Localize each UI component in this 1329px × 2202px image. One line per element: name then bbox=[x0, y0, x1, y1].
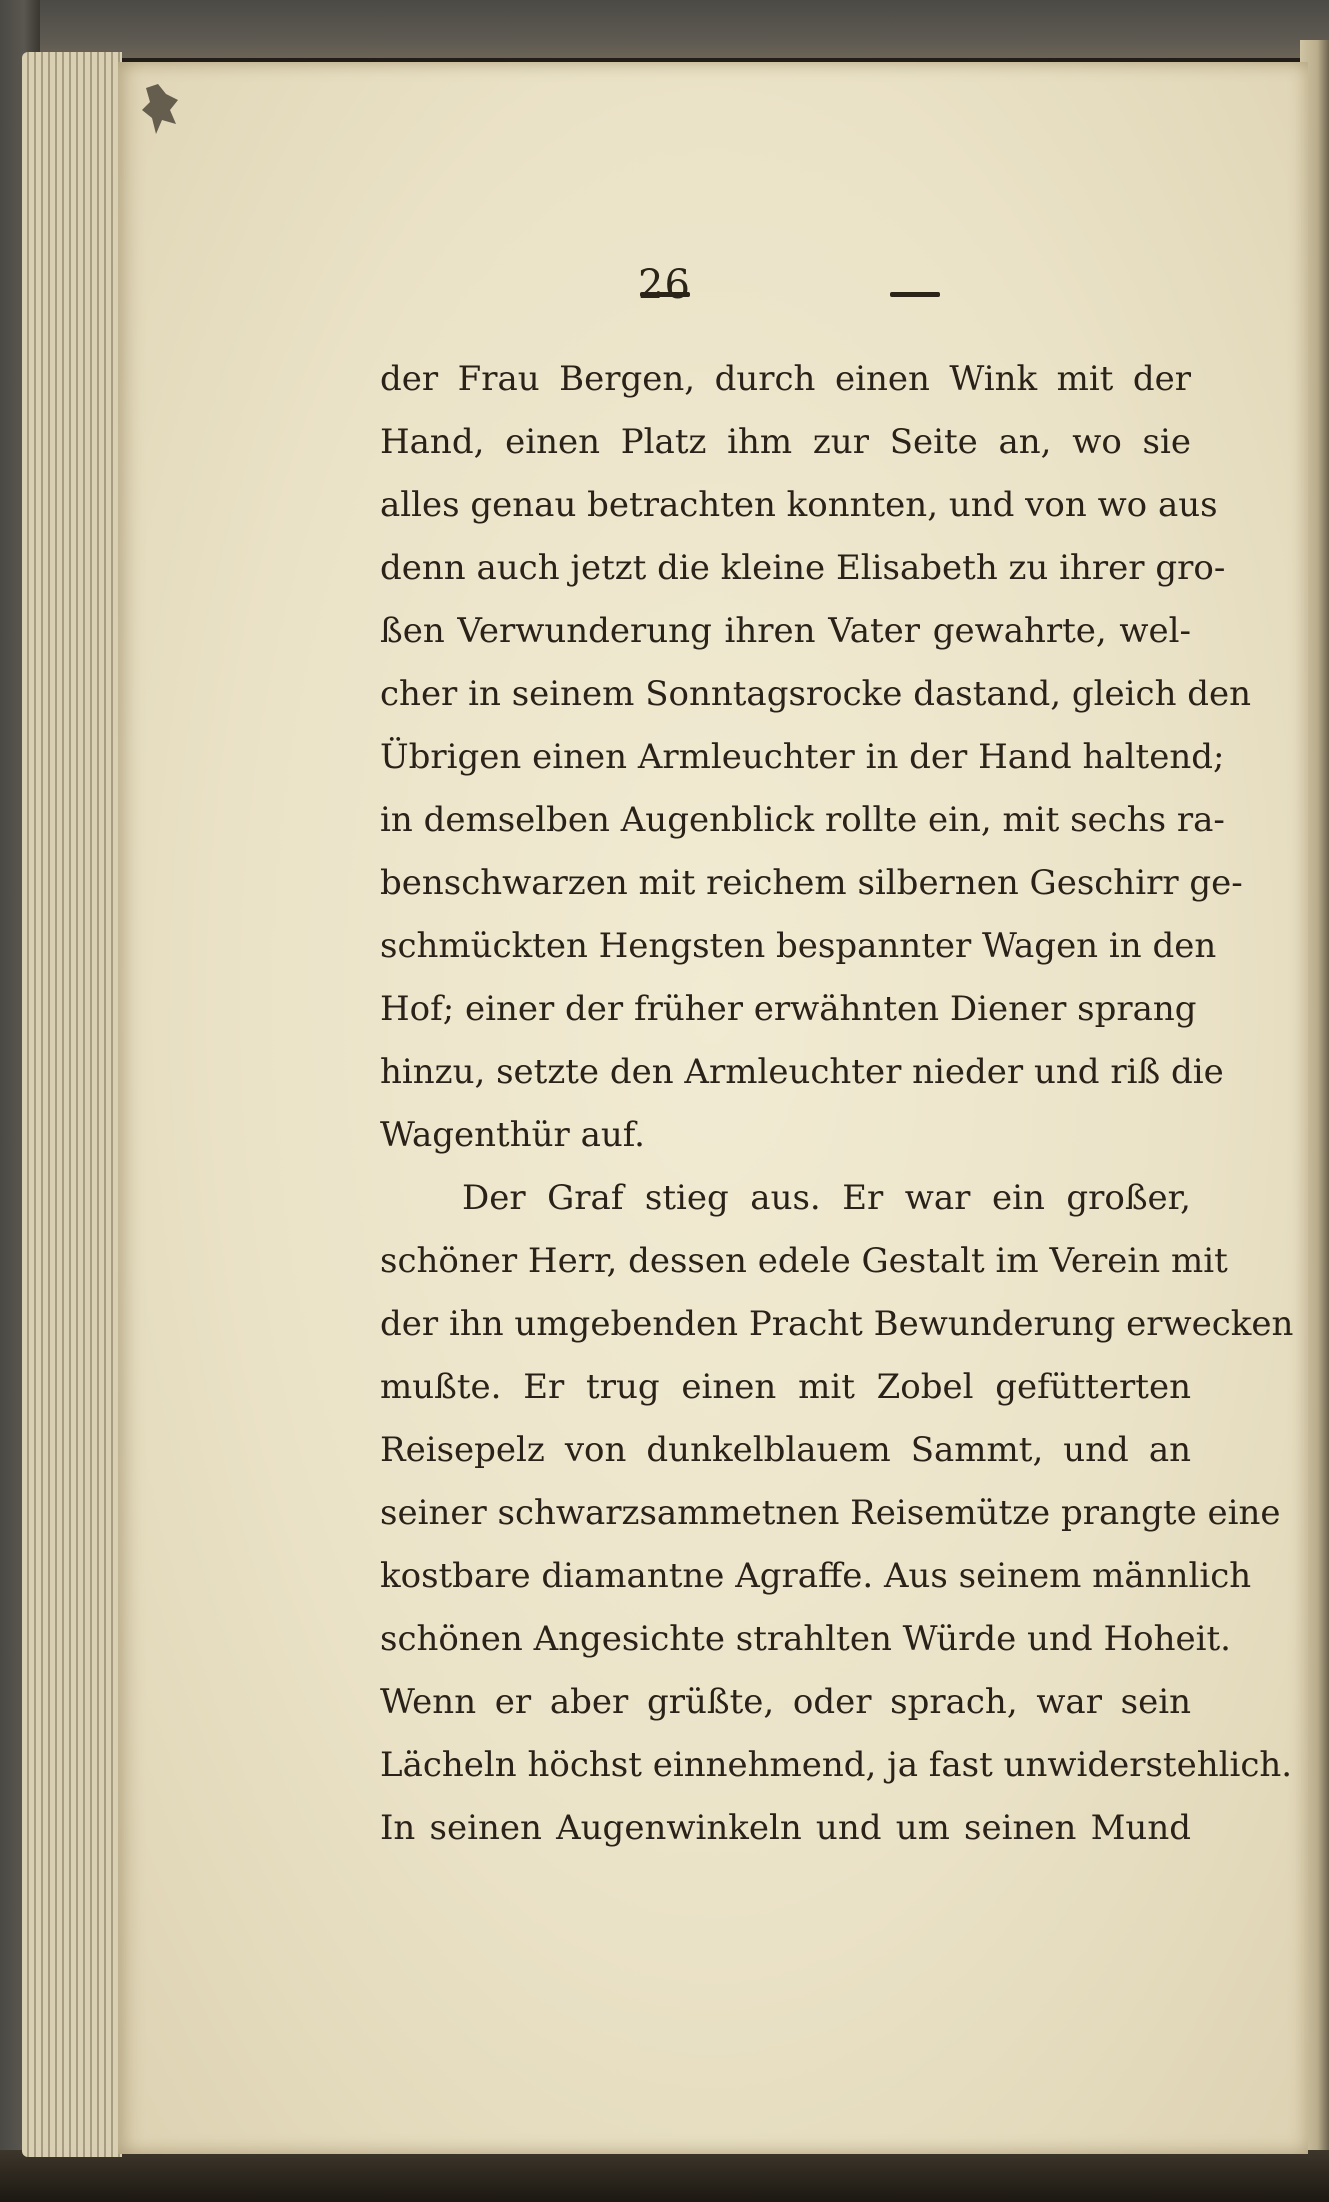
book-cover-bottom bbox=[0, 2150, 1329, 2202]
text-line: denn auch jetzt die kleine Elisabeth zu ihrer gro- bbox=[380, 548, 1226, 588]
text-line: In seinen Augenwinkeln und um seinen Mund bbox=[380, 1808, 1191, 1848]
page-edges bbox=[22, 52, 122, 2157]
body-text bbox=[380, 348, 1294, 1860]
ink-smudge bbox=[140, 80, 184, 140]
text-line: ßen Verwunderung ihren Vater gewahrte, wel- bbox=[380, 611, 1191, 651]
text-line: kostbare diamantne Agraffe. Aus seinem männlich bbox=[380, 1556, 1252, 1596]
text-line: Wenn er aber grüßte, oder sprach, war sein bbox=[380, 1682, 1191, 1722]
text-line: Hof; einer der früher erwähnten Diener sprang bbox=[380, 989, 1197, 1029]
text-line: schöner Herr, dessen edele Gestalt im Verein mit bbox=[380, 1241, 1228, 1281]
text-line: cher in seinem Sonntagsrocke dastand, gleich den bbox=[380, 674, 1252, 714]
text-line: der Frau Bergen, durch einen Wink mit der bbox=[380, 359, 1191, 399]
text-line: der ihn umgebenden Pracht Bewunderung erwecken bbox=[380, 1304, 1294, 1344]
text-line: seiner schwarzsammetnen Reisemütze prangte eine bbox=[380, 1493, 1281, 1533]
text-line: Der Graf stieg aus. Er war ein großer, bbox=[462, 1178, 1191, 1218]
page-number: 26 bbox=[638, 262, 691, 308]
text-line: in demselben Augenblick rollte ein, mit sechs ra- bbox=[380, 800, 1225, 840]
text-line: benschwarzen mit reichem silbernen Geschirr ge- bbox=[380, 863, 1243, 903]
text-line: Reisepelz von dunkelblauem Sammt, und an bbox=[380, 1430, 1191, 1470]
text-line: Lächeln höchst einnehmend, ja fast unwiderstehlich. bbox=[380, 1745, 1293, 1785]
text-line: Wagenthür auf. bbox=[380, 1115, 645, 1155]
text-line: schmückten Hengsten bespannter Wagen in den bbox=[380, 926, 1217, 966]
text-line: schönen Angesichte strahlten Würde und Hoheit. bbox=[380, 1619, 1231, 1659]
text-line: alles genau betrachten konnten, und von wo aus bbox=[380, 485, 1218, 525]
text-line: Übrigen einen Armleuchter in der Hand haltend; bbox=[380, 737, 1225, 777]
text-line: hinzu, setzte den Armleuchter nieder und riß die bbox=[380, 1052, 1224, 1092]
book-cover-top bbox=[0, 0, 1329, 58]
page-number-dash-right bbox=[890, 292, 940, 297]
text-line: Hand, einen Platz ihm zur Seite an, wo sie bbox=[380, 422, 1191, 462]
text-line: mußte. Er trug einen mit Zobel gefütterten bbox=[380, 1367, 1191, 1407]
